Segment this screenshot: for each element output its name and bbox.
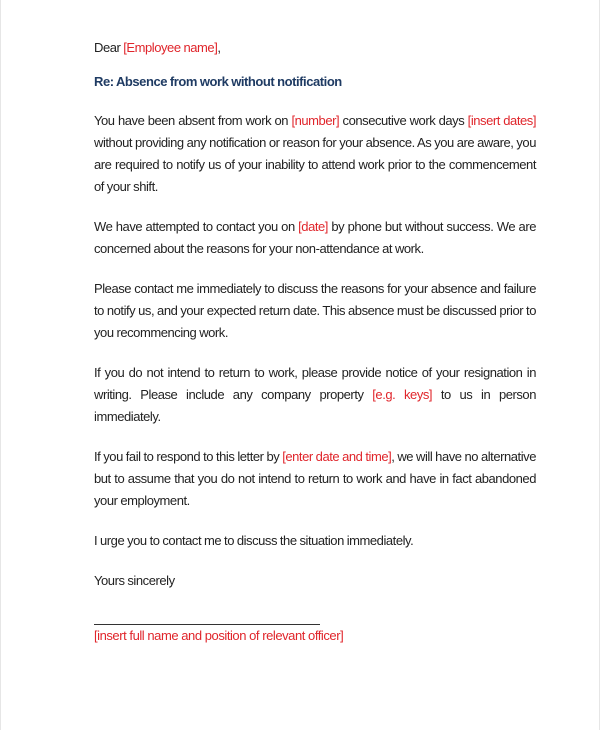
- placeholder-date: [date]: [298, 219, 328, 234]
- placeholder-date-time: [enter date and time]: [282, 449, 392, 464]
- paragraph-resignation: [94, 362, 536, 428]
- p2-text-2: by phone but without success. We are concerned about the reasons for your non-attendance at work.: [94, 219, 536, 256]
- p1-text-3: without providing any notification or reason for your absence. As you are aware, you are required to notify us of your inability to attend work prior to the commencement of your shift.: [94, 135, 536, 194]
- placeholder-signature: [insert full name and position of relevant officer]: [94, 628, 344, 643]
- placeholder-employee-name: [Employee name]: [123, 40, 218, 55]
- subject-line: Re: Absence from work without notification: [94, 74, 342, 89]
- salutation-prefix: Dear: [94, 40, 124, 55]
- p5-text-2: , we will have no alternative but to assume that you do not intend to return to work and have in fact abandoned your employment.: [94, 449, 536, 508]
- p5-text-1: If you fail to respond to this letter by: [94, 449, 283, 464]
- p4-text-2: to us in person immediately.: [94, 387, 536, 424]
- paragraph-urge: I urge you to contact me to discuss the situation immediately.: [94, 533, 414, 548]
- salutation-suffix: ,: [217, 40, 221, 55]
- placeholder-insert-dates: [insert dates]: [467, 113, 536, 128]
- paragraph-absence: [94, 110, 536, 198]
- p1-text-1: You have been absent from work on: [94, 113, 292, 128]
- paragraph-contact-attempt: [94, 216, 536, 260]
- p4-text-1: If you do not intend to return to work, please provide notice of your resignation in writing. Please include any company property: [94, 365, 536, 402]
- placeholder-company-property: [e.g. keys]: [372, 387, 433, 402]
- closing: Yours sincerely: [94, 573, 175, 588]
- p2-text-1: We have attempted to contact you on: [94, 219, 299, 234]
- paragraph-deadline: [94, 446, 536, 512]
- salutation: [94, 37, 536, 59]
- p1-text-2: consecutive work days: [339, 113, 468, 128]
- placeholder-number: [number]: [291, 113, 340, 128]
- paragraph-contact-request: Please contact me immediately to discuss the reasons for your absence and failure to notify us, and your expected return date. This absence must be discussed prior to you recommencing work.: [94, 281, 536, 340]
- letter-body: [94, 37, 536, 592]
